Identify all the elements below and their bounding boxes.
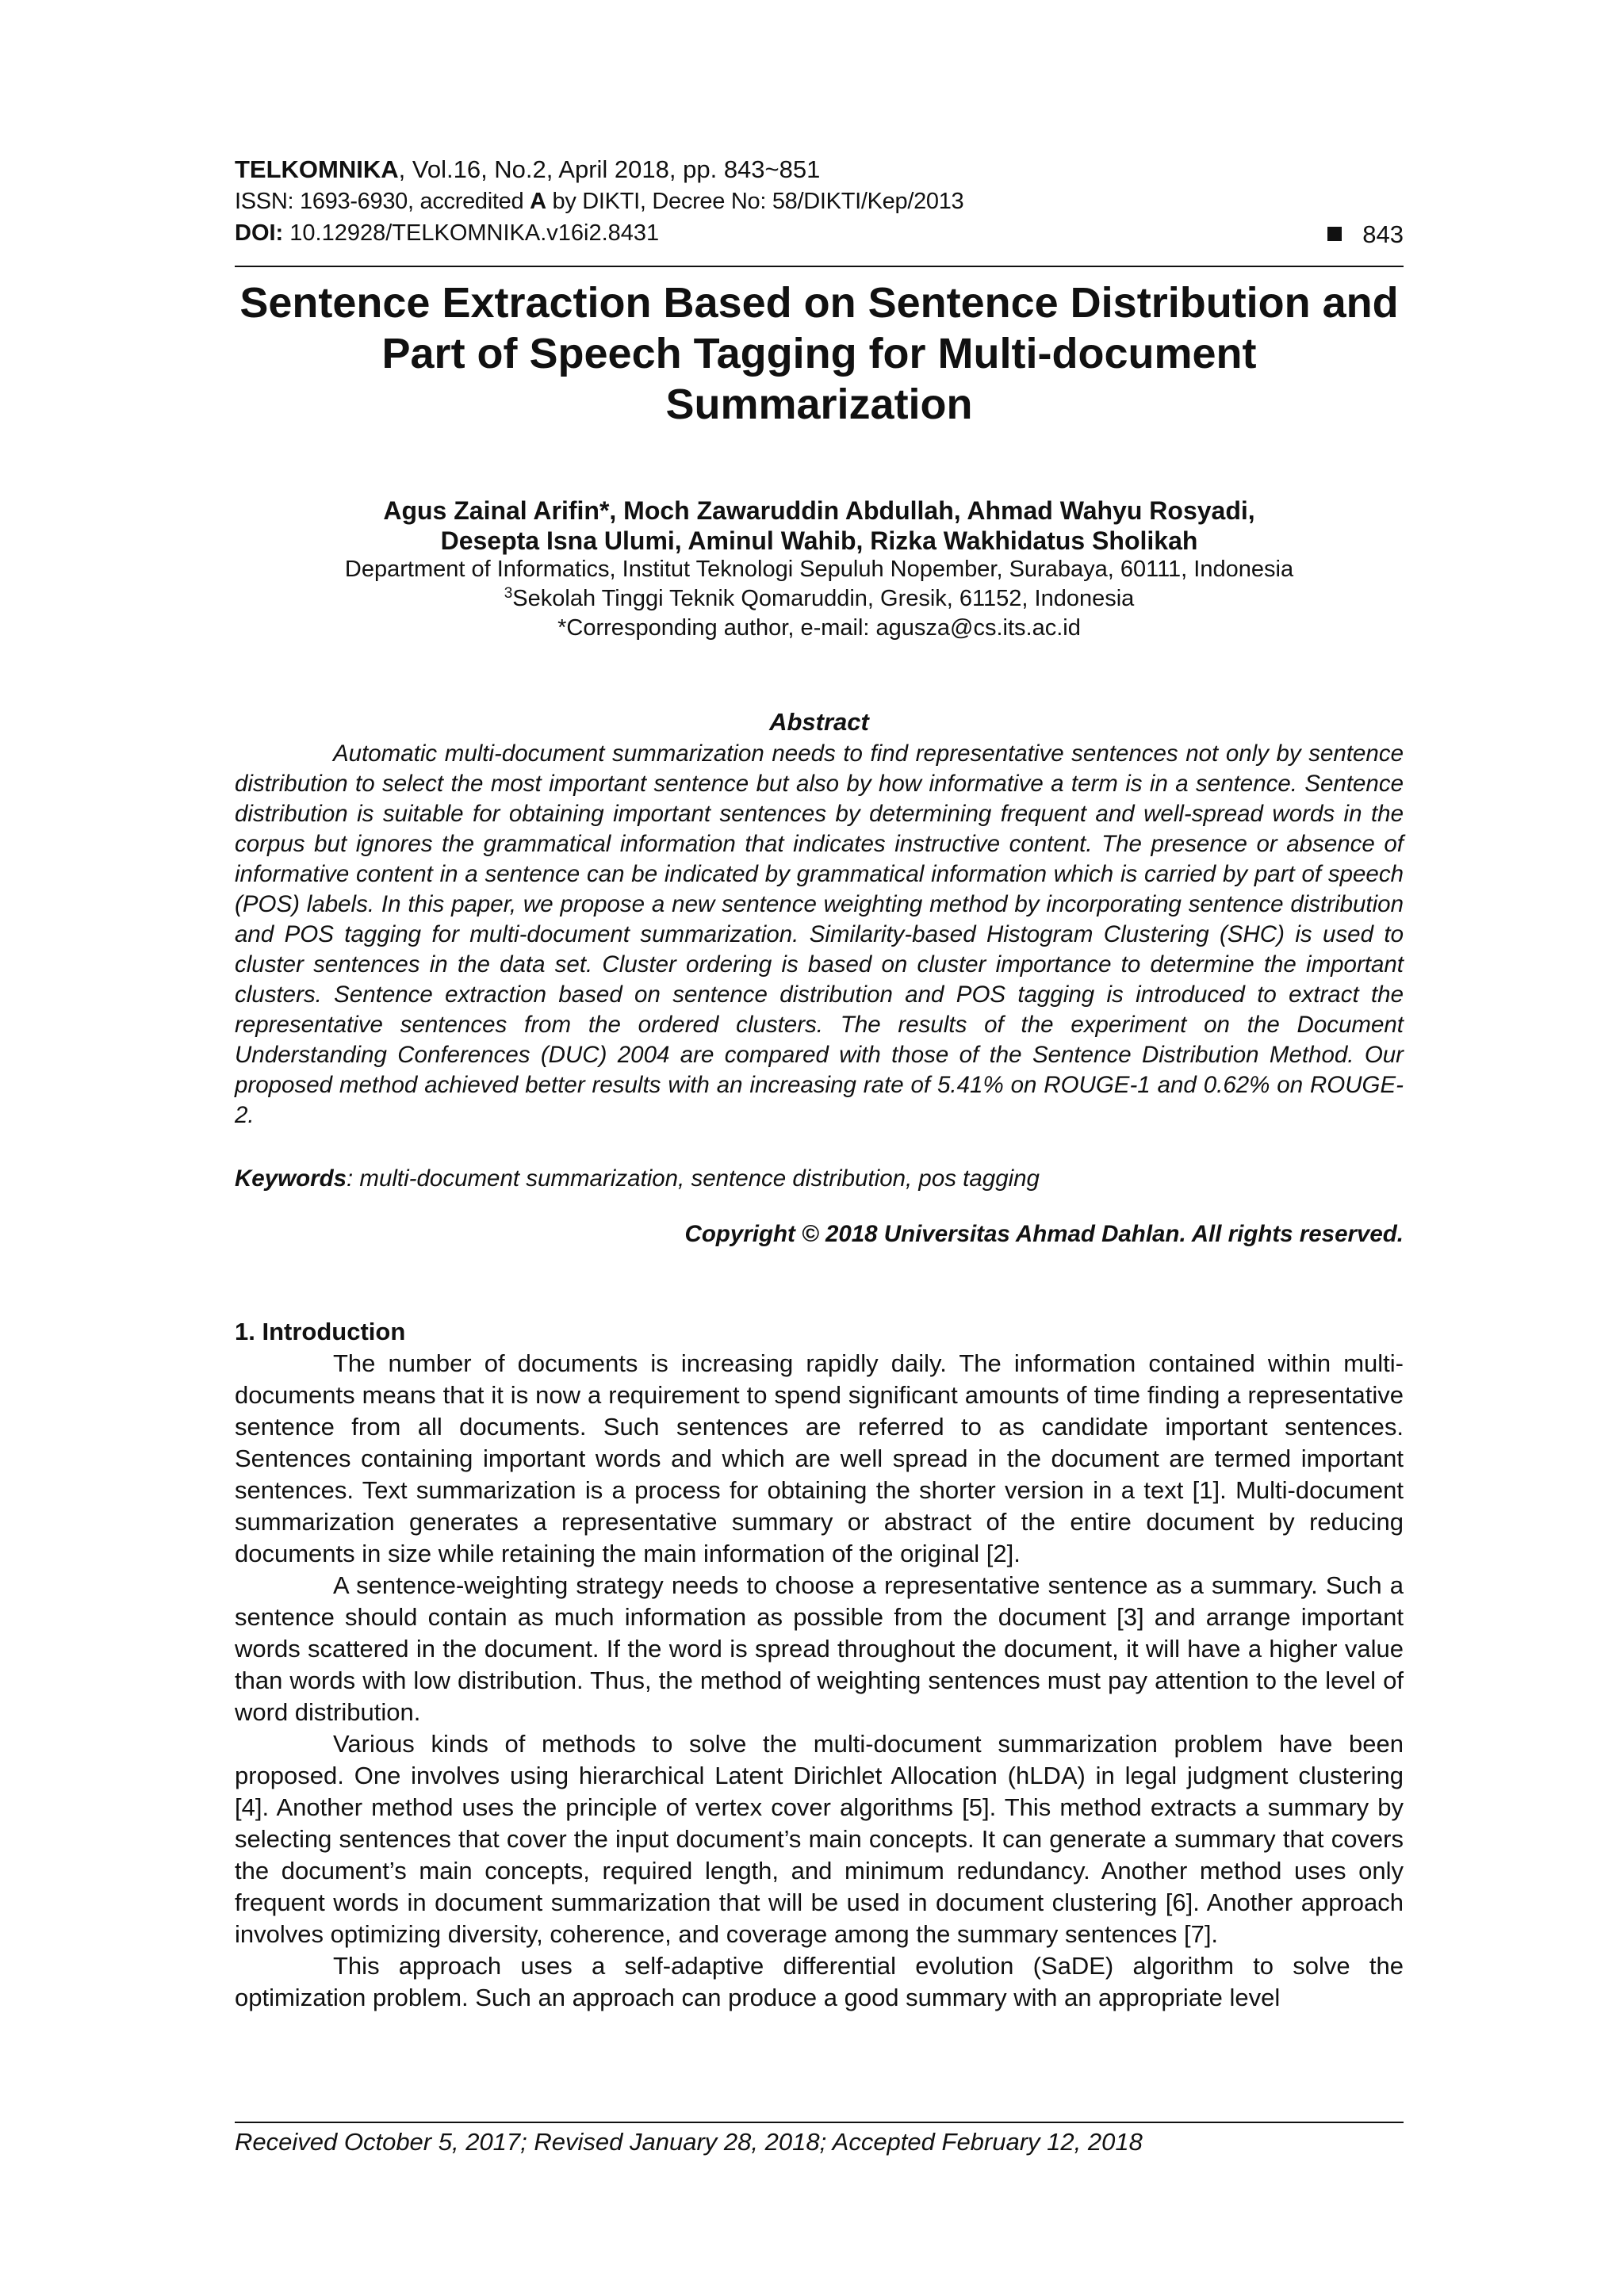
intro-paragraph-2: A sentence-weighting strategy needs to choose a representative sentence as a summary. Such a sentence should contain as much information as possible from the document [3] and arrange important words scattered in the document. If the word is spread throughout the document, it will have a higher value than words with low distribution. Thus, the method of weighting sentences must pay attention to the level of word distribution. <box>235 1571 1404 1726</box>
keywords-text: : multi-document summarization, sentence distribution, pos tagging <box>347 1165 1040 1192</box>
accredited-post: by DIKTI, Decree No: 58/DIKTI/Kep/2013 <box>546 189 964 214</box>
affiliation-superscript: 3 <box>504 585 513 602</box>
abstract-text: Automatic multi-document summarization needs to find representative sentences not only by sentence distribution to select the most important sentence but also by how informative a term is in a sentence. Sentence distribution is suitable for obtaining important sentences by determining frequent and well-spread words in the corpus but ignores the grammatical information that indicates instructive content. The presence or absence of informative content in a sentence can be indicated by grammatical information which is carried by part of speech (POS) labels. In this paper, we propose a new sentence weighting method by incorporating sentence distribution and POS tagging for multi-document summarization. Similarity-based Histogram Clustering (SHC) is used to cluster sentences in the data set. Cluster ordering is based on cluster importance to determine the important clusters. Sentence extraction based on sentence distribution and POS tagging is introduced to extract the representative sentences from the ordered clusters. The results of the experiment on the Document Understanding Conferences (DUC) 2004 are compared with those of the Sentence Distribution Method. Our proposed method achieved better results with an increasing rate of 5.41% on ROUGE-1 and 0.62% on ROUGE-2. <box>235 740 1404 1128</box>
copyright-notice: Copyright © 2018 Universitas Ahmad Dahlan. All rights reserved. <box>684 1221 1404 1247</box>
affiliation-school: Sekolah Tinggi Teknik Qomaruddin, Gresik, 61152, Indonesia <box>512 586 1135 611</box>
volume-info: , Vol.16, No.2, April 2018, pp. 843~851 <box>398 155 821 183</box>
affiliation-dept: Department of Informatics, Institut Teknologi Sepuluh Nopember, Surabaya, 60111, Indonesia <box>344 557 1294 582</box>
paper-title: Sentence Extraction Based on Sentence Distribution and Part of Speech Tagging for Multi-document Summarization <box>239 279 1399 428</box>
journal-name: TELKOMNIKA <box>235 155 399 183</box>
square-bullet-icon <box>1327 227 1342 241</box>
keywords-label: Keywords <box>235 1165 347 1192</box>
received-dates: Received October 5, 2017; Revised January 28, 2018; Accepted February 12, 2018 <box>235 2128 1143 2156</box>
accredited-grade: A <box>530 189 546 214</box>
doi-label: DOI: <box>235 220 284 246</box>
affiliations <box>235 555 1404 643</box>
author-line-1: Agus Zainal Arifin*, Moch Zawaruddin Abdullah, Ahmad Wahyu Rosyadi, <box>383 496 1255 525</box>
doi-line <box>235 220 1404 247</box>
footer-rule <box>235 2122 1404 2123</box>
page-number: 843 <box>1362 220 1404 248</box>
accredited-pre: accredited <box>419 189 530 214</box>
section-heading-introduction: 1. Introduction <box>235 1318 406 1345</box>
intro-paragraph-1: The number of documents is increasing rapidly daily. The information contained within multi-documents means that it is now a requirement to spend significant amounts of time finding a representative sentence from all documents. Such sentences are referred to as candidate important sentences. Sentences containing important words and which are well spread in the document are termed important sentences. Text summarization is a process for obtaining the shorter version in a text [1]. Multi-document summarization generates a representative summary or abstract of the entire document by reducing documents in size while retaining the main information of the original [2]. <box>235 1349 1404 1567</box>
header-rule <box>235 266 1404 267</box>
keywords-line <box>235 1164 1404 1194</box>
doi-value: 10.12928/TELKOMNIKA.v16i2.8431 <box>283 220 660 246</box>
issn-label: ISSN: <box>235 189 294 214</box>
introduction-body <box>235 1348 1404 2014</box>
issn-line <box>235 189 963 215</box>
issn-value: 1693-6930, <box>293 189 420 214</box>
affiliation-school-line <box>235 584 1404 614</box>
author-line-2: Desepta Isna Ulumi, Aminul Wahib, Rizka Wakhidatus Sholikah <box>440 526 1198 555</box>
intro-paragraph-3: Various kinds of methods to solve the multi-document summarization problem have been proposed. One involves using hierarchical Latent Dirichlet Allocation (hLDA) in legal judgment clustering [4]. Another method uses the principle of vertex cover algorithms [5]. This method extracts a summary by selecting sentences that cover the input document’s main concepts. It can generate a summary that covers the document’s main concepts, required length, and minimum redundancy. Another method uses only frequent words in document summarization that will be used in document clustering [6]. Another approach involves optimizing diversity, coherence, and coverage among the summary sentences [7]. <box>235 1730 1404 1948</box>
journal-header-line <box>235 155 820 184</box>
abstract-heading: Abstract <box>769 708 869 736</box>
author-list <box>235 496 1404 556</box>
intro-paragraph-4: This approach uses a self-adaptive differential evolution (SaDE) algorithm to solve the optimization problem. Such an approach can produce a good summary with an appropriate level <box>235 1952 1404 2011</box>
page-number-block <box>1327 220 1404 249</box>
corresponding-author: *Corresponding author, e-mail: agusza@cs.its.ac.id <box>557 615 1081 641</box>
